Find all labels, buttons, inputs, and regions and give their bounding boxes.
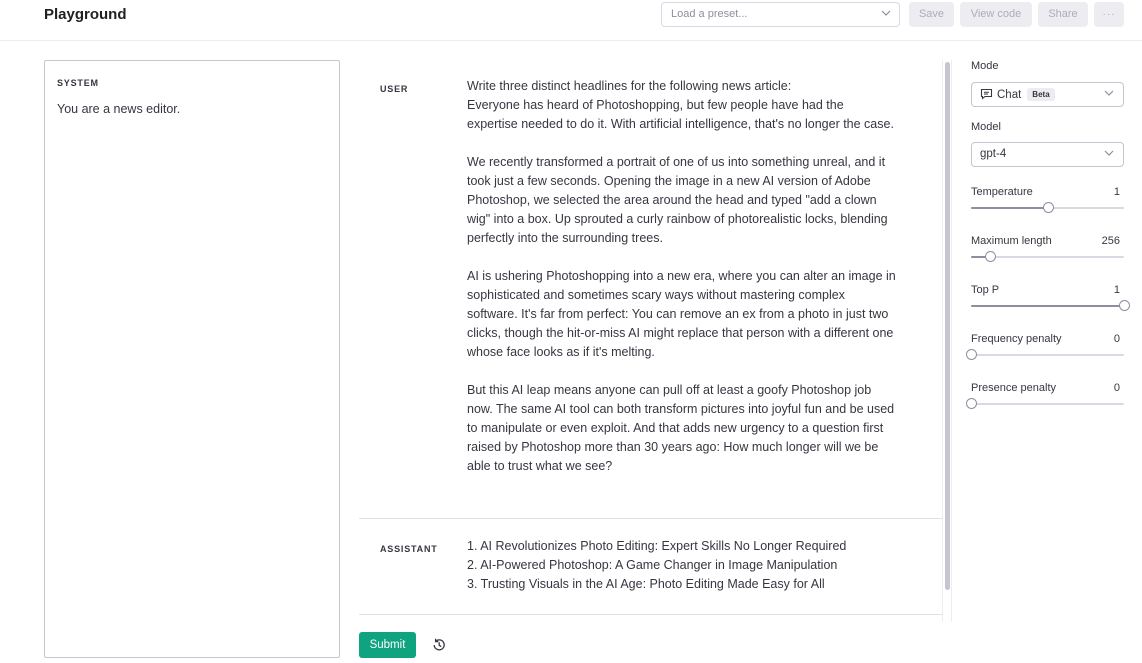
param-name: Maximum length [971, 235, 1052, 247]
submit-button[interactable]: Submit [359, 632, 416, 658]
assistant-line: 3. Trusting Visuals in the AI Age: Photo Editing Made Easy for All [467, 577, 825, 591]
frequency-penalty-slider[interactable] [971, 333, 1124, 373]
model-value: gpt-4 [980, 148, 1007, 160]
slider-fill [971, 207, 1048, 209]
chevron-down-icon [1104, 148, 1114, 161]
assistant-line: 1. AI Revolutionizes Photo Editing: Expert Skills No Longer Required [467, 539, 847, 553]
slider-track[interactable] [971, 403, 1124, 405]
slider-handle[interactable] [985, 251, 996, 262]
messages-scrollbar[interactable] [942, 60, 952, 622]
save-button[interactable]: Save [909, 2, 954, 27]
user-paragraph: AI is ushering Photoshopping into a new era, where you can alter an image in sophisticated and sometimes scary ways without mastering complex software. It's far from perfect: You can remove an ex from a photo in just two clicks, though the hit-or-miss AI might replace that person with a different one whose face looks as if it's melting. [467, 269, 896, 359]
slider-track[interactable] [971, 256, 1124, 258]
top-p-slider[interactable] [971, 284, 1124, 324]
assistant-message-body[interactable] [467, 537, 897, 594]
more-options-button[interactable]: ··· [1094, 2, 1124, 27]
mode-value: Chat [997, 89, 1022, 101]
messages-area [359, 60, 942, 622]
param-value[interactable]: 1 [1113, 186, 1120, 198]
divider [359, 614, 942, 615]
presence-penalty-slider[interactable] [971, 382, 1124, 422]
slider-track[interactable] [971, 207, 1124, 209]
chat-icon [980, 88, 993, 103]
slider-track[interactable] [971, 305, 1124, 307]
share-button[interactable]: Share [1038, 2, 1088, 27]
maximum-length-slider[interactable] [971, 235, 1124, 275]
user-message-body[interactable] [467, 77, 897, 495]
temperature-slider[interactable] [971, 186, 1124, 226]
param-name: Frequency penalty [971, 333, 1062, 345]
history-icon[interactable] [431, 637, 447, 653]
user-paragraph: We recently transformed a portrait of one of us into something unreal, and it took just a few seconds. Opening the image in a new AI version of Adobe Photoshop, we selected the area around the head and typed "add a clown wig" into a box. Up sprouted a curly rainbow of photorealistic locks, blending perfectly into the surrounding trees. [467, 155, 888, 245]
param-name: Temperature [971, 186, 1033, 198]
mode-select[interactable] [971, 82, 1124, 107]
assistant-role-label[interactable]: ASSISTANT [380, 544, 438, 554]
param-value[interactable]: 0 [1113, 333, 1120, 345]
user-paragraph: But this AI leap means anyone can pull off at least a goofy Photoshop job now. The same AI tool can both transform pictures into joyful fun and be used to manipulate or even exploit. And that adds new urgency to a question first raised by Photoshop more than 30 years ago: How much longer will we be able to trust what we see? [467, 383, 895, 473]
param-name: Presence penalty [971, 382, 1056, 394]
slider-handle[interactable] [966, 349, 977, 360]
slider-handle[interactable] [1043, 202, 1054, 213]
model-label: Model [971, 121, 1001, 133]
assistant-message[interactable] [359, 518, 942, 615]
top-bar [0, 0, 1142, 41]
param-value[interactable]: 256 [1101, 235, 1120, 247]
slider-track[interactable] [971, 354, 1124, 356]
slider-handle[interactable] [966, 398, 977, 409]
slider-handle[interactable] [1119, 300, 1130, 311]
slider-fill [971, 305, 1124, 307]
param-value[interactable]: 0 [1113, 382, 1120, 394]
param-name: Top P [971, 284, 1000, 296]
system-panel[interactable] [44, 60, 340, 658]
page-title: Playground [44, 6, 127, 23]
user-paragraph: Write three distinct headlines for the following news article: Everyone has heard of Photoshopping, but few people have had the expertise needed to do it. With artificial intelligence, that's no longer the case. [467, 79, 894, 131]
chevron-down-icon [1104, 88, 1114, 101]
chevron-down-icon [881, 8, 891, 21]
scrollbar-thumb[interactable] [945, 62, 950, 590]
system-text[interactable]: You are a news editor. [57, 102, 181, 116]
preset-select[interactable] [661, 2, 900, 27]
model-select[interactable] [971, 142, 1124, 167]
user-role-label[interactable]: USER [380, 84, 409, 94]
beta-badge: Beta [1027, 88, 1054, 101]
assistant-line: 2. AI-Powered Photoshop: A Game Changer in Image Manipulation [467, 558, 838, 572]
system-label: SYSTEM [57, 78, 99, 88]
view-code-button[interactable]: View code [960, 2, 1032, 27]
mode-label: Mode [971, 60, 999, 72]
preset-placeholder: Load a preset... [671, 8, 748, 20]
param-value[interactable]: 1 [1113, 284, 1120, 296]
